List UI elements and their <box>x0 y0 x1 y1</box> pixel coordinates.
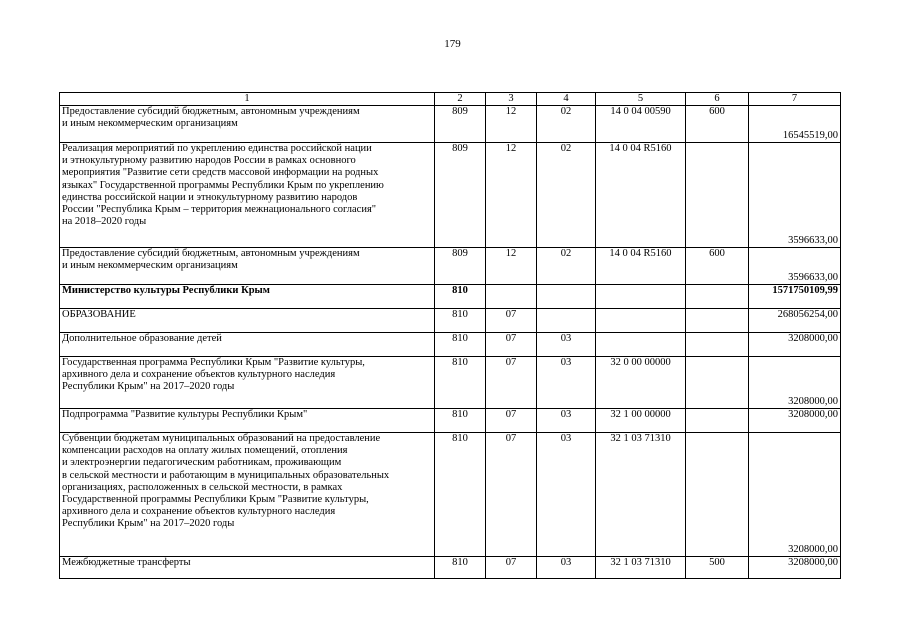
table-row <box>60 357 841 409</box>
expense-type-cell <box>686 357 749 409</box>
expense-type-cell <box>686 143 749 248</box>
subsection-code-cell: 03 <box>537 409 596 433</box>
target-article-cell <box>596 333 686 357</box>
target-article-cell: 14 0 04 00590 <box>596 106 686 143</box>
section-code-cell: 07 <box>486 557 537 579</box>
target-article-cell <box>596 285 686 309</box>
header-cell: 7 <box>749 93 841 106</box>
header-cell: 6 <box>686 93 749 106</box>
expense-type-cell <box>686 333 749 357</box>
table-row <box>60 557 841 579</box>
subsection-code-cell <box>537 309 596 333</box>
row-name-cell: ОБРАЗОВАНИЕ <box>60 309 435 333</box>
amount-cell: 3208000,00 <box>749 557 841 579</box>
ministry-code-cell: 809 <box>435 106 486 143</box>
amount-cell: 3208000,00 <box>749 357 841 409</box>
ministry-code-cell: 809 <box>435 143 486 248</box>
table-row <box>60 285 841 309</box>
amount-cell: 268056254,00 <box>749 309 841 333</box>
amount-cell: 16545519,00 <box>749 106 841 143</box>
section-code-cell: 07 <box>486 409 537 433</box>
section-code-cell: 12 <box>486 248 537 285</box>
expense-type-cell: 600 <box>686 106 749 143</box>
expense-type-cell: 600 <box>686 248 749 285</box>
subsection-code-cell: 03 <box>537 557 596 579</box>
subsection-code-cell: 02 <box>537 106 596 143</box>
expense-type-cell <box>686 433 749 557</box>
budget-table <box>59 92 841 579</box>
table-row <box>60 106 841 143</box>
section-code-cell: 07 <box>486 333 537 357</box>
amount-cell: 1571750109,99 <box>749 285 841 309</box>
table-row <box>60 248 841 285</box>
target-article-cell: 32 1 00 00000 <box>596 409 686 433</box>
section-code-cell: 07 <box>486 433 537 557</box>
row-name-cell: Министерство культуры Республики Крым <box>60 285 435 309</box>
subsection-code-cell: 03 <box>537 433 596 557</box>
target-article-cell: 14 0 04 R5160 <box>596 143 686 248</box>
expense-type-cell <box>686 309 749 333</box>
target-article-cell: 32 1 03 71310 <box>596 557 686 579</box>
subsection-code-cell <box>537 285 596 309</box>
ministry-code-cell: 810 <box>435 333 486 357</box>
subsection-code-cell: 03 <box>537 333 596 357</box>
section-code-cell: 12 <box>486 143 537 248</box>
section-code-cell: 07 <box>486 357 537 409</box>
expense-type-cell <box>686 285 749 309</box>
target-article-cell: 14 0 04 R5160 <box>596 248 686 285</box>
table-row <box>60 309 841 333</box>
ministry-code-cell: 810 <box>435 433 486 557</box>
table-row <box>60 143 841 248</box>
ministry-code-cell: 810 <box>435 409 486 433</box>
row-name-cell: Государственная программа Республики Крым "Развитие культуры, архивного дела и сохранение объектов культурного наследия Республики Крым" на 2017–2020 годы <box>60 357 435 409</box>
amount-cell: 3208000,00 <box>749 409 841 433</box>
amount-cell: 3208000,00 <box>749 333 841 357</box>
row-name-cell: Межбюджетные трансферты <box>60 557 435 579</box>
ministry-code-cell: 810 <box>435 309 486 333</box>
subsection-code-cell: 02 <box>537 143 596 248</box>
table-row <box>60 433 841 557</box>
target-article-cell <box>596 309 686 333</box>
row-name-cell: Реализация мероприятий по укреплению единства российской нации и этнокультурному развитию народов России в рамках основного мероприятия "Развитие сети средств массовой информации на родных языках" Государственной программы Республики Крым по укреплению единства российской нации и этнокультурному развитию народов России "Республика Крым – территория межнационального согласия" на 2018–2020 годы <box>60 143 435 248</box>
amount-cell: 3596633,00 <box>749 248 841 285</box>
header-cell: 3 <box>486 93 537 106</box>
header-cell: 1 <box>60 93 435 106</box>
expense-type-cell <box>686 409 749 433</box>
table-row <box>60 333 841 357</box>
target-article-cell: 32 0 00 00000 <box>596 357 686 409</box>
section-code-cell: 12 <box>486 106 537 143</box>
row-name-cell: Предоставление субсидий бюджетным, автономным учреждениям и иным некоммерческим организациям <box>60 248 435 285</box>
ministry-code-cell: 809 <box>435 248 486 285</box>
row-name-cell: Подпрограмма "Развитие культуры Республики Крым" <box>60 409 435 433</box>
table-header-row <box>60 93 841 106</box>
row-name-cell: Предоставление субсидий бюджетным, автономным учреждениям и иным некоммерческим организациям <box>60 106 435 143</box>
page-number: 179 <box>444 38 461 50</box>
amount-cell: 3596633,00 <box>749 143 841 248</box>
header-cell: 4 <box>537 93 596 106</box>
section-code-cell: 07 <box>486 309 537 333</box>
ministry-code-cell: 810 <box>435 557 486 579</box>
section-code-cell <box>486 285 537 309</box>
header-cell: 2 <box>435 93 486 106</box>
amount-cell: 3208000,00 <box>749 433 841 557</box>
table-row <box>60 409 841 433</box>
ministry-code-cell: 810 <box>435 285 486 309</box>
subsection-code-cell: 03 <box>537 357 596 409</box>
subsection-code-cell: 02 <box>537 248 596 285</box>
row-name-cell: Субвенции бюджетам муниципальных образований на предоставление компенсации расходов на оплату жилых помещений, отопления и электроэнергии педагогическим работникам, проживающим в сельской местности и работающим в муниципальных образовательных организациях, расположенных в сельской местности, в рамках Государственной программы Республики Крым "Развитие культуры, архивного дела и сохранение объектов культурного наследия Республики Крым" на 2017–2020 годы <box>60 433 435 557</box>
row-name-cell: Дополнительное образование детей <box>60 333 435 357</box>
ministry-code-cell: 810 <box>435 357 486 409</box>
target-article-cell: 32 1 03 71310 <box>596 433 686 557</box>
expense-type-cell: 500 <box>686 557 749 579</box>
header-cell: 5 <box>596 93 686 106</box>
